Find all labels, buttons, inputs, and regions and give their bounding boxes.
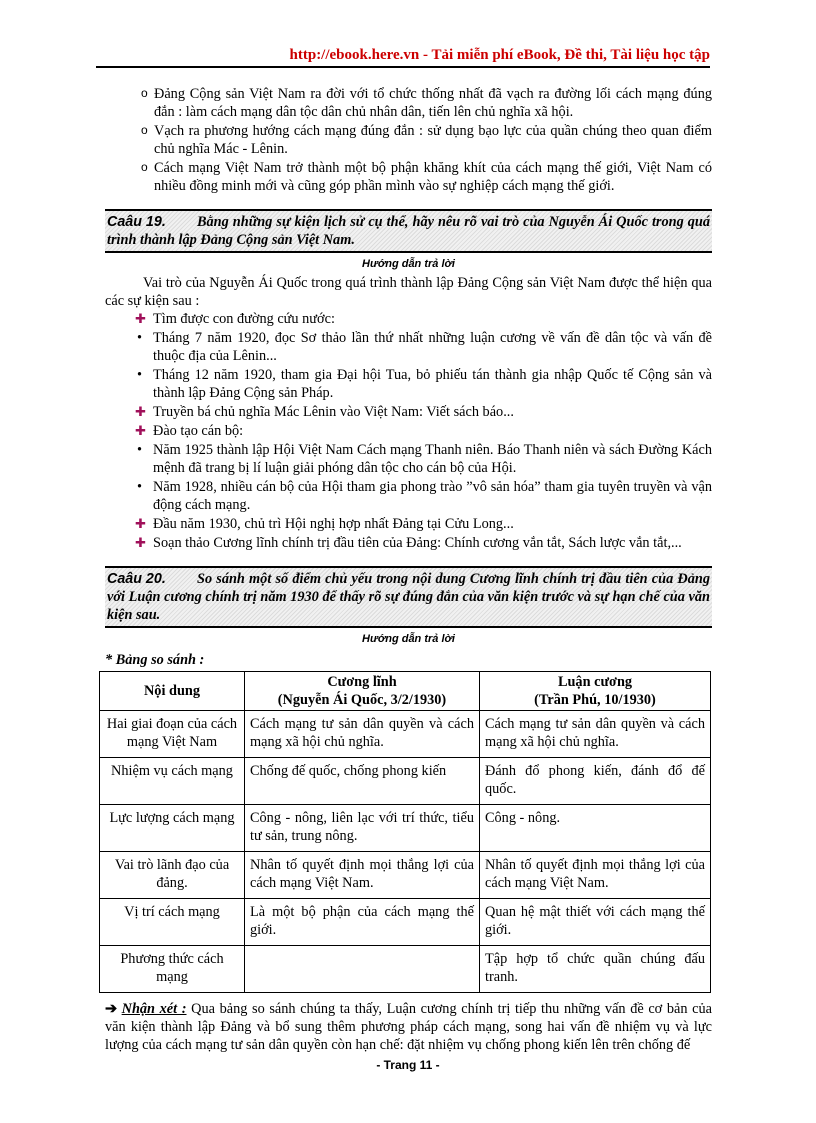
comparison-table — [99, 671, 711, 993]
remark-paragraph — [105, 1000, 712, 1054]
table-row — [100, 852, 711, 899]
table-cell: Công - nông. — [480, 805, 711, 852]
list-item: • Tháng 7 năm 1920, đọc Sơ thảo lần thứ nhất những luận cương về vấn đề dân tộc và vấn đề thuộc địa của Lênin... — [137, 330, 712, 364]
table-cell: Cách mạng tư sản dân quyền và cách mạng xã hội chủ nghĩa. — [245, 711, 480, 758]
table-cell: Hai giai đoạn của cách mạng Việt Nam — [100, 711, 245, 758]
header-separator: - — [419, 47, 432, 63]
list-item: ✚ Soạn thảo Cương lĩnh chính trị đầu tiên của Đảng: Chính cương vắn tắt, Sách lược vắn tắt,... — [135, 535, 682, 551]
table-header-cell: Cương lĩnh (Nguyễn Ái Quốc, 3/2/1930) — [245, 672, 480, 711]
list-item: • Năm 1928, nhiều cán bộ của Hội tham gia phong trào ”vô sản hóa” tham gia tuyên truyền và vận động cách mạng. — [137, 479, 712, 513]
table-cell: Chống đế quốc, chống phong kiến — [245, 758, 480, 805]
question-20-hint: Hướng dẫn trả lời — [362, 633, 455, 645]
question-19-text: Caâu 19. Bằng những sự kiện lịch sử cụ thể, hãy nêu rõ vai trò của Nguyễn Ái Quốc trong quá trình thành lập Đảng Cộng sản Việt Nam. — [107, 214, 710, 248]
table-row — [100, 758, 711, 805]
table-header-cell: Luận cương (Trần Phú, 10/1930) — [480, 672, 711, 711]
question-19-box — [105, 209, 712, 253]
remark-text: Qua bảng so sánh chúng ta thấy, Luận cương chính trị tiếp thu những vấn đề cơ bản của văn kiện thành lập Đảng và bổ sung thêm phương pháp cách mạng, song hai vấn đề nhiệm vụ và lực lượng của cách mạng tư sản dân quyền còn hạn chế: đặt nhiệm vụ chống phong kiến lên trên chống đế — [105, 1001, 712, 1053]
table-row — [100, 711, 711, 758]
question-19-intro: Vai trò của Nguyễn Ái Quốc trong quá trình thành lập Đảng Cộng sản Việt Nam được thể hiện qua các sự kiện sau : — [105, 275, 712, 309]
list-item: • Tháng 12 năm 1920, tham gia Đại hội Tua, bỏ phiếu tán thành gia nhập Quốc tế Cộng sản và thành lập Đảng Cộng sản Pháp. — [137, 367, 712, 401]
table-cell: Cách mạng tư sản dân quyền và cách mạng xã hội chủ nghĩa. — [480, 711, 711, 758]
table-cell: Vai trò lãnh đạo của đảng. — [100, 852, 245, 899]
table-cell — [245, 946, 480, 993]
header-rule — [96, 66, 710, 68]
question-20-text: Caâu 20. So sánh một số điểm chủ yếu trong nội dung Cương lĩnh chính trị đầu tiên của Đảng với Luận cương chính trị năm 1930 để thấy rõ sự đúng đắn của văn kiện trước và sự hạn chế của văn kiện sau. — [107, 571, 710, 623]
bullet-icon: • — [137, 479, 143, 495]
list-item: ✚ Truyền bá chủ nghĩa Mác Lênin vào Việt Nam: Viết sách báo... — [135, 404, 514, 420]
table-cell: Quan hệ mật thiết với cách mạng thế giới. — [480, 899, 711, 946]
header-tagline: Tải miễn phí eBook, Đề thi, Tài liệu học tập — [431, 47, 710, 63]
bullet-icon: • — [137, 330, 143, 346]
table-cell: Nhiệm vụ cách mạng — [100, 758, 245, 805]
bullet-icon: • — [137, 442, 143, 458]
pin-icon: ✚ — [135, 311, 146, 326]
table-cell: Phương thức cách mạng — [100, 946, 245, 993]
table-cell: Nhân tố quyết định mọi thắng lợi của cách mạng Việt Nam. — [480, 852, 711, 899]
intro-item: o Đảng Cộng sản Việt Nam ra đời với tổ chức thống nhất đã vạch ra đường lối cách mạng đúng đắn : làm cách mạng dân tộc dân chủ nhân dân, tiến lên chủ nghĩa xã hội. — [105, 85, 712, 121]
intro-item: o Vạch ra phương hướng cách mạng đúng đắn : sử dụng bạo lực của quần chúng theo quan điểm chủ nghĩa Mác - Lênin. — [105, 122, 712, 158]
remark-label: Nhận xét : — [121, 1001, 187, 1017]
list-item: ✚ Đầu năm 1930, chủ trì Hội nghị hợp nhất Đảng tại Cửu Long... — [135, 516, 514, 532]
intro-item: o Cách mạng Việt Nam trở thành một bộ phận khăng khít của cách mạng thế giới, Việt Nam có nhiều đồng minh mới và cũng góp phần mình vào sự nghiệp cách mạng thế giới. — [105, 159, 712, 195]
table-cell: Công - nông, liên lạc với trí thức, tiểu tư sản, trung nông. — [245, 805, 480, 852]
table-row — [100, 946, 711, 993]
list-item: ✚ Tìm được con đường cứu nước: — [135, 311, 335, 327]
table-cell: Là một bộ phận của cách mạng thế giới. — [245, 899, 480, 946]
question-20-box — [105, 566, 712, 628]
bullet-icon: • — [137, 367, 143, 383]
question-19-hint: Hướng dẫn trả lời — [362, 258, 455, 270]
page-number: - Trang 11 - — [376, 1058, 440, 1072]
page-header — [96, 47, 710, 64]
question-19-number: Caâu 19. — [107, 214, 166, 230]
table-cell: Vị trí cách mạng — [100, 899, 245, 946]
table-header-row — [100, 672, 711, 711]
table-cell: Đánh đổ phong kiến, đánh đổ đế quốc. — [480, 758, 711, 805]
pin-icon: ✚ — [135, 535, 146, 550]
table-cell: Tập hợp tổ chức quần chúng đấu tranh. — [480, 946, 711, 993]
table-row — [100, 899, 711, 946]
header-url-link[interactable]: http://ebook.here.vn — [289, 47, 420, 63]
arrow-right-icon: ➔ — [105, 1001, 117, 1017]
list-item: • Năm 1925 thành lập Hội Việt Nam Cách mạng Thanh niên. Báo Thanh niên và sách Đường Kách mệnh đã trang bị lí luận giải phóng dân tộc cho cán bộ của Hội. — [137, 442, 712, 476]
page-body — [105, 85, 712, 1054]
pin-icon: ✚ — [135, 423, 146, 438]
list-item: ✚ Đào tạo cán bộ: — [135, 423, 244, 439]
table-row — [100, 805, 711, 852]
question-20-number: Caâu 20. — [107, 571, 166, 587]
comparison-table-title: * Bảng so sánh : — [105, 652, 205, 668]
table-header-cell: Nội dung — [100, 672, 245, 711]
table-cell: Nhân tố quyết định mọi thắng lợi của cách mạng Việt Nam. — [245, 852, 480, 899]
table-cell: Lực lượng cách mạng — [100, 805, 245, 852]
pin-icon: ✚ — [135, 404, 146, 419]
pin-icon: ✚ — [135, 516, 146, 531]
